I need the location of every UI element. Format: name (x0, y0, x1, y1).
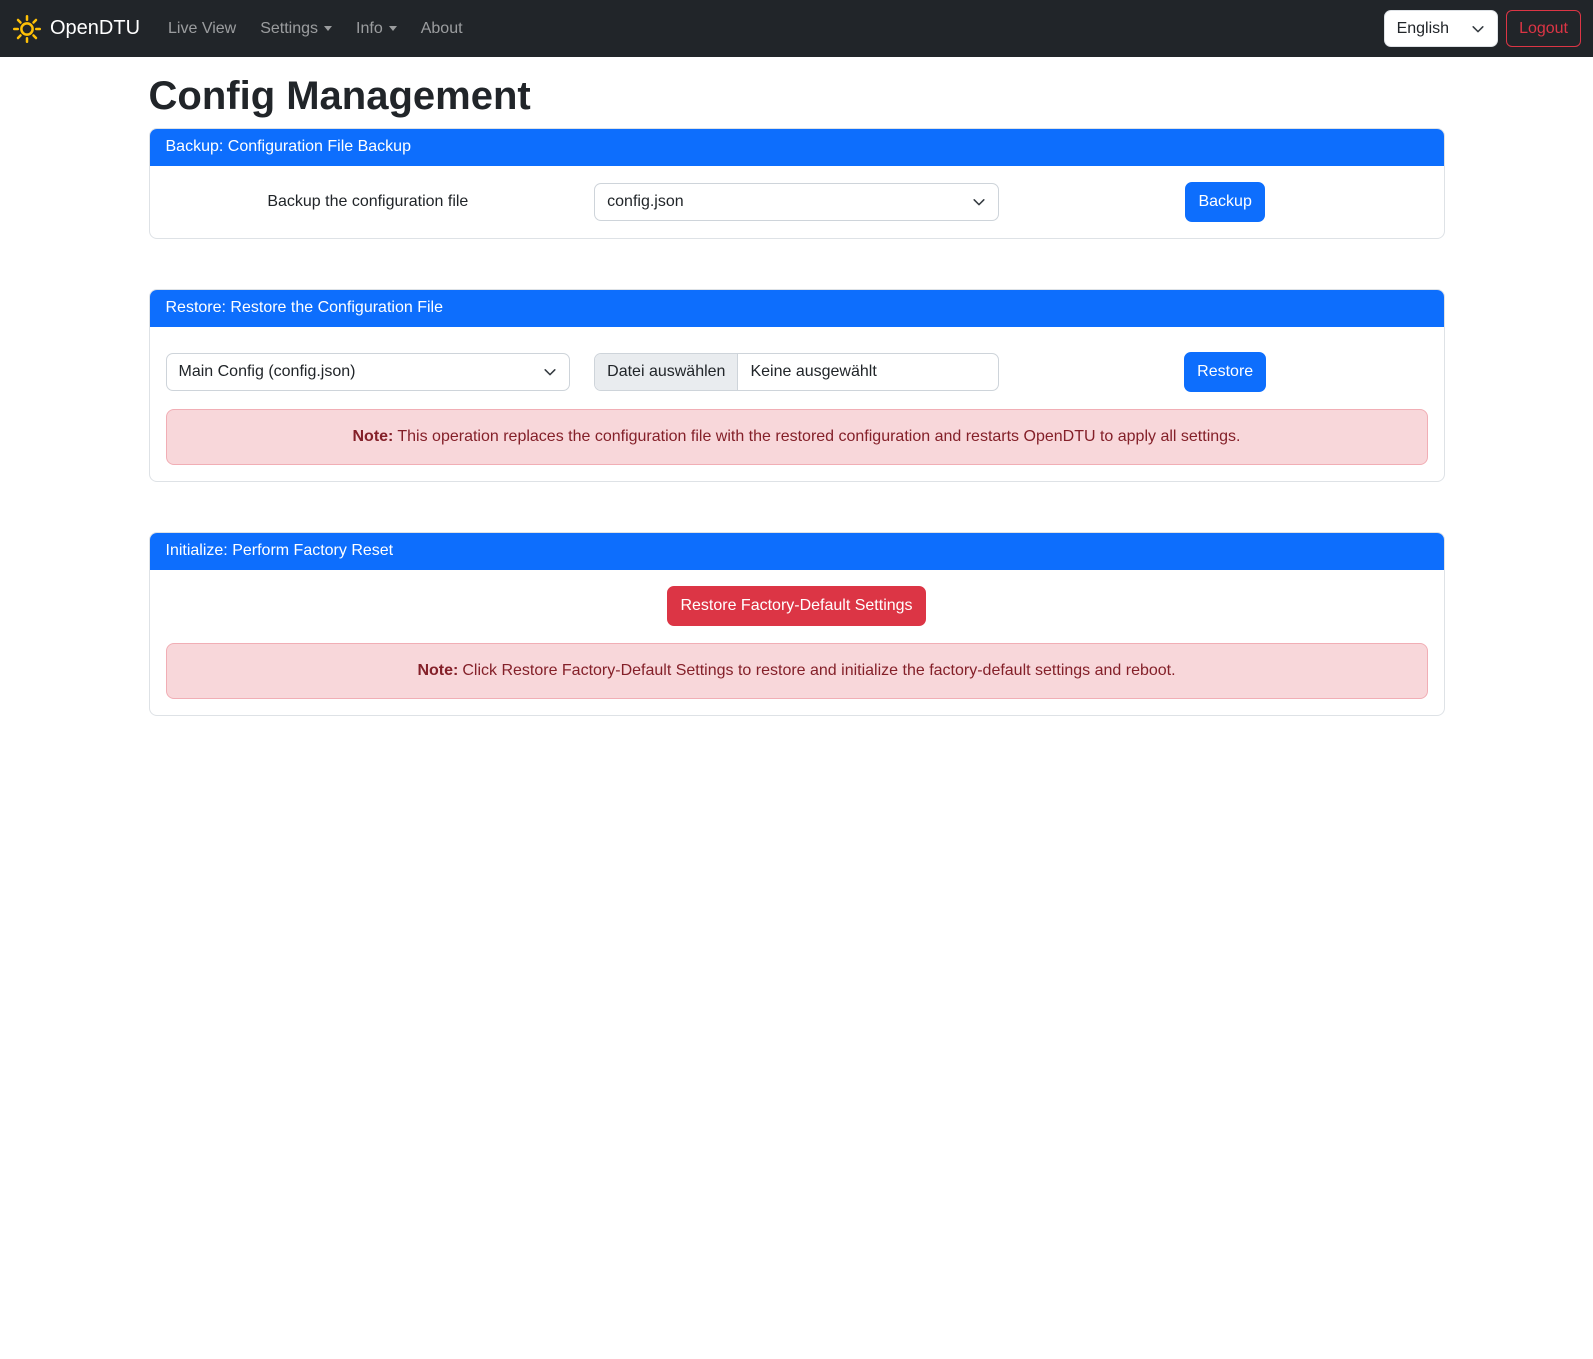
restore-note (166, 409, 1428, 465)
page-title: Config Management (148, 74, 531, 118)
restore-card-header: Restore: Restore the Configuration File (150, 290, 1444, 327)
nav-item-settings[interactable]: Settings (252, 12, 340, 46)
factory-reset-note-label: Note: (417, 661, 459, 679)
language-select-value: English (1396, 19, 1450, 37)
factory-reset-note-text: Click Restore Factory-Default Settings to restore and initialize the factory-default settings and reboot. (462, 661, 1176, 679)
nav-item-about[interactable]: About (420, 19, 463, 37)
restore-button[interactable]: Restore (1184, 352, 1266, 392)
chevron-down-icon (1471, 22, 1485, 36)
language-select[interactable] (1384, 10, 1498, 47)
restore-note-text: This operation replaces the configuration file with the restored configuration and restarts OpenDTU to apply all settings. (397, 427, 1241, 445)
backup-card-header: Backup: Configuration File Backup (150, 129, 1444, 166)
brand-label: OpenDTU (50, 17, 141, 39)
backup-button[interactable]: Backup (1185, 182, 1264, 222)
logout-button[interactable]: Logout (1506, 10, 1581, 47)
factory-reset-note (166, 643, 1428, 699)
caret-down-icon (389, 26, 397, 31)
backup-card-body (150, 166, 1444, 238)
factory-reset-card-body (150, 570, 1444, 715)
restore-config-select[interactable] (166, 353, 571, 391)
restore-card-body (150, 327, 1444, 481)
restore-config-select-value: Main Config (config.json) (178, 362, 356, 380)
chevron-down-icon (543, 365, 557, 379)
backup-file-select-value: config.json (607, 192, 684, 210)
restore-note-label: Note: (352, 427, 394, 445)
navbar (0, 0, 1593, 57)
factory-reset-card-header: Initialize: Perform Factory Reset (150, 533, 1444, 570)
factory-reset-card (149, 532, 1445, 716)
backup-card (149, 128, 1445, 239)
backup-file-select[interactable] (594, 183, 999, 221)
restore-card (149, 289, 1445, 482)
sun-icon (12, 14, 42, 44)
nav-item-live-view[interactable]: Live View (168, 19, 237, 37)
brand-link[interactable] (12, 10, 140, 48)
caret-down-icon (324, 26, 332, 31)
chevron-down-icon (972, 195, 986, 209)
restore-file-input[interactable] (594, 353, 999, 391)
file-choose-button[interactable]: Datei auswählen (595, 354, 738, 390)
main-nav (156, 12, 475, 46)
factory-reset-button[interactable]: Restore Factory-Default Settings (667, 586, 925, 626)
main-content (137, 72, 1457, 716)
backup-file-label: Backup the configuration file (267, 192, 469, 210)
nav-item-info[interactable]: Info (348, 12, 405, 46)
file-status-text: Keine ausgewählt (750, 362, 877, 380)
